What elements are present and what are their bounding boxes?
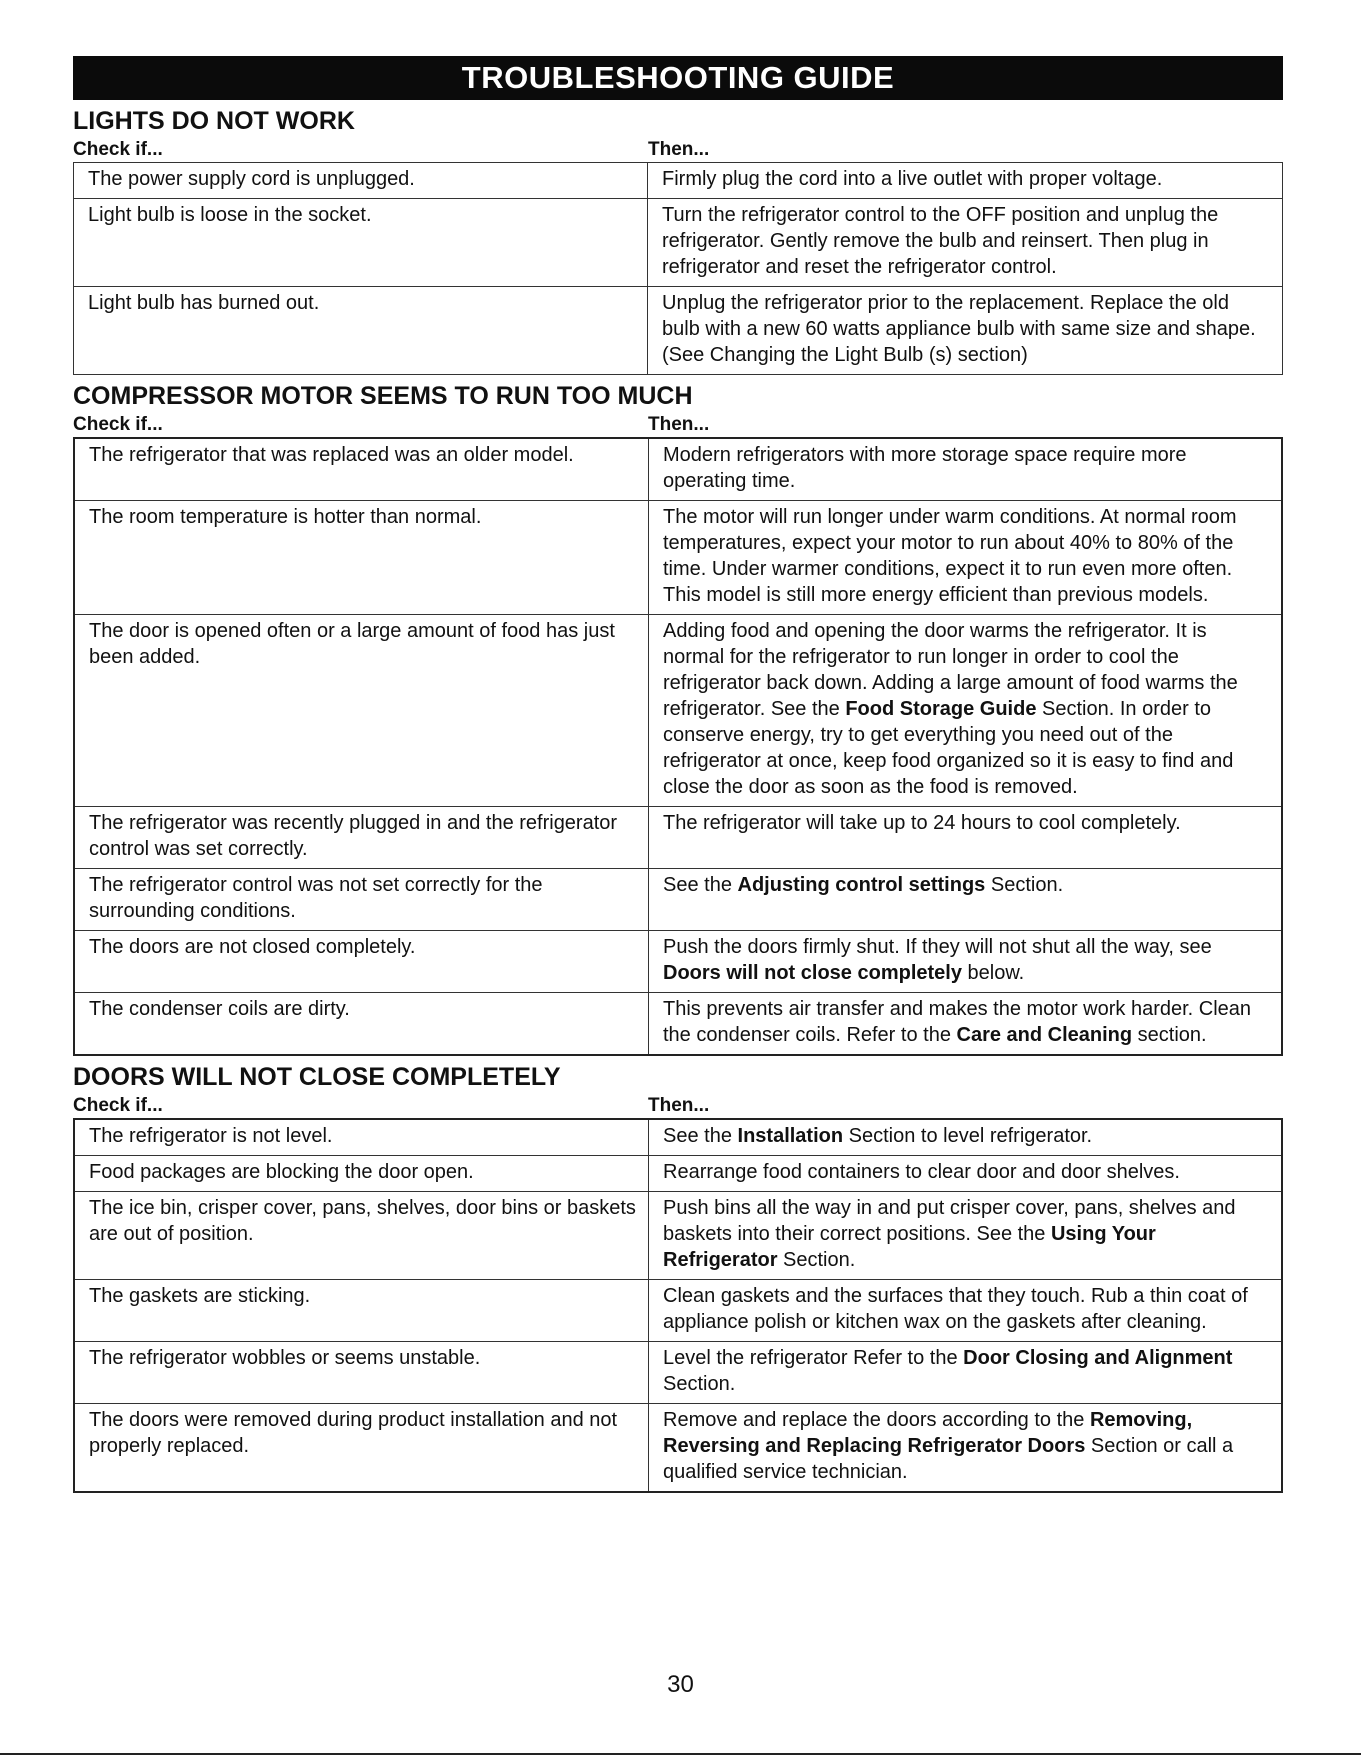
sections-container	[73, 106, 1283, 1493]
table-row	[74, 1280, 1282, 1342]
check-cell: Food packages are blocking the door open.	[74, 1156, 649, 1192]
check-if-header: Check if...	[73, 139, 163, 160]
table-row	[74, 615, 1282, 807]
then-cell	[649, 1280, 1283, 1342]
then-cell	[649, 1192, 1283, 1280]
text-run: Rearrange food containers to clear door and door shelves.	[663, 1161, 1180, 1183]
table-row	[74, 807, 1282, 869]
then-cell	[649, 1156, 1283, 1192]
text-run: Section.	[985, 874, 1064, 896]
text-run: Section. In order to conserve energy, try to get everything you need out of the refrigerator at once, keep food organized so it is easy to find and close the door as soon as the food is removed.	[663, 698, 1234, 798]
bold-reference: Adjusting control settings	[737, 874, 986, 896]
text-run: Section to level refrigerator.	[843, 1125, 1093, 1147]
text-run: below.	[961, 962, 1025, 984]
check-cell: The refrigerator control was not set correctly for the surrounding conditions.	[74, 869, 649, 931]
table-row	[74, 287, 1283, 375]
table-row	[74, 1192, 1282, 1280]
bold-reference: Using Your Refrigerator	[663, 1223, 1156, 1271]
table-row	[74, 931, 1282, 993]
text-run: See the	[663, 874, 738, 896]
table-row	[74, 869, 1282, 931]
bold-reference: Care and Cleaning	[956, 1024, 1133, 1046]
then-cell	[648, 163, 1283, 199]
then-cell	[649, 931, 1283, 993]
text-run: This prevents air transfer and makes the motor work harder. Clean the condenser coils. Refer to the	[663, 998, 1252, 1046]
check-cell: The refrigerator is not level.	[74, 1119, 649, 1156]
text-run: Firmly plug the cord into a live outlet with proper voltage.	[662, 168, 1163, 190]
then-cell	[649, 869, 1283, 931]
then-cell	[649, 993, 1283, 1056]
column-headers	[73, 138, 1283, 162]
troubleshooting-page	[73, 56, 1283, 1493]
text-run: See the	[663, 1125, 738, 1147]
then-header: Then...	[648, 139, 710, 160]
then-header: Then...	[648, 1095, 710, 1116]
table-row	[74, 501, 1282, 615]
bold-reference: Food Storage Guide	[845, 698, 1037, 720]
table-row	[74, 993, 1282, 1056]
table-row	[74, 1404, 1282, 1493]
troubleshooting-table	[73, 162, 1283, 375]
then-header: Then...	[648, 414, 710, 435]
table-row	[74, 1119, 1282, 1156]
section-title: COMPRESSOR MOTOR SEEMS TO RUN TOO MUCH	[73, 382, 693, 410]
table-row	[74, 199, 1283, 287]
then-cell	[649, 1119, 1283, 1156]
check-cell: Light bulb has burned out.	[74, 287, 648, 375]
check-if-header: Check if...	[73, 414, 163, 435]
table-row	[74, 438, 1282, 501]
text-run: Level the refrigerator Refer to the	[663, 1347, 964, 1369]
then-cell	[649, 1342, 1283, 1404]
check-cell: The condenser coils are dirty.	[74, 993, 649, 1056]
text-run: Modern refrigerators with more storage space require more operating time.	[663, 444, 1187, 492]
then-cell	[649, 615, 1283, 807]
text-run: Section.	[663, 1373, 736, 1395]
bold-reference: Door Closing and Alignment	[963, 1347, 1233, 1369]
text-run: Push bins all the way in and put crisper cover, pans, shelves and baskets into their correct positions. See the	[663, 1197, 1236, 1245]
troubleshooting-table	[73, 1118, 1283, 1493]
table-row	[74, 163, 1283, 199]
text-run: Turn the refrigerator control to the OFF position and unplug the refrigerator. Gently remove the bulb and reinsert. Then plug in refrigerator and reset the refrigerator control.	[662, 204, 1219, 278]
text-run: Adding food and opening the door warms the refrigerator. It is normal for the refrigerator to run longer in order to cool the refrigerator back down. Adding a large amount of food warms the refrigerator. See the	[663, 620, 1238, 720]
check-cell: Light bulb is loose in the socket.	[74, 199, 648, 287]
check-if-header: Check if...	[73, 1095, 163, 1116]
check-cell: The refrigerator that was replaced was an older model.	[74, 438, 649, 501]
check-cell: The gaskets are sticking.	[74, 1280, 649, 1342]
then-cell	[649, 1404, 1283, 1493]
page-banner: TROUBLESHOOTING GUIDE	[73, 56, 1283, 100]
table-row	[74, 1342, 1282, 1404]
then-cell	[649, 501, 1283, 615]
text-run: Section or call a qualified service technician.	[663, 1435, 1234, 1483]
text-run: Clean gaskets and the surfaces that they touch. Rub a thin coat of appliance polish or kitchen wax on the gaskets after cleaning.	[663, 1285, 1248, 1333]
bold-reference: Doors will not close completely	[663, 962, 962, 984]
section-title: DOORS WILL NOT CLOSE COMPLETELY	[73, 1063, 561, 1091]
then-cell	[648, 199, 1283, 287]
text-run: The refrigerator will take up to 24 hours to cool completely.	[663, 812, 1181, 834]
check-cell: The door is opened often or a large amount of food has just been added.	[74, 615, 649, 807]
check-cell: The ice bin, crisper cover, pans, shelves, door bins or baskets are out of position.	[74, 1192, 649, 1280]
check-cell: The refrigerator was recently plugged in and the refrigerator control was set correctly.	[74, 807, 649, 869]
text-run: The motor will run longer under warm conditions. At normal room temperatures, expect your motor to run about 40% to 80% of the time. Under warmer conditions, expect it to run even more often. This model is still more energy efficient than previous models.	[663, 506, 1237, 606]
page-number: 30	[667, 1671, 694, 1698]
table-row	[74, 1156, 1282, 1192]
then-cell	[648, 287, 1283, 375]
bold-reference: Installation	[737, 1125, 844, 1147]
check-cell: The room temperature is hotter than normal.	[74, 501, 649, 615]
text-run: Remove and replace the doors according to the	[663, 1409, 1090, 1431]
text-run: Push the doors firmly shut. If they will not shut all the way, see	[663, 936, 1212, 958]
then-cell	[649, 438, 1283, 501]
column-headers	[73, 1094, 1283, 1118]
check-cell: The doors are not closed completely.	[74, 931, 649, 993]
then-cell	[649, 807, 1283, 869]
troubleshooting-table	[73, 437, 1283, 1056]
text-run: Unplug the refrigerator prior to the replacement. Replace the old bulb with a new 60 watts appliance bulb with same size and shape. (See Changing the Light Bulb (s) section)	[662, 292, 1256, 366]
check-cell: The power supply cord is unplugged.	[74, 163, 648, 199]
section-title: LIGHTS DO NOT WORK	[73, 107, 355, 135]
check-cell: The refrigerator wobbles or seems unstable.	[74, 1342, 649, 1404]
column-headers	[73, 413, 1283, 437]
check-cell: The doors were removed during product installation and not properly replaced.	[74, 1404, 649, 1493]
footer-rule	[0, 1753, 1361, 1755]
text-run: Section.	[777, 1249, 856, 1271]
bold-reference: Removing, Reversing and Replacing Refrigerator Doors	[663, 1409, 1193, 1457]
text-run: section.	[1132, 1024, 1207, 1046]
